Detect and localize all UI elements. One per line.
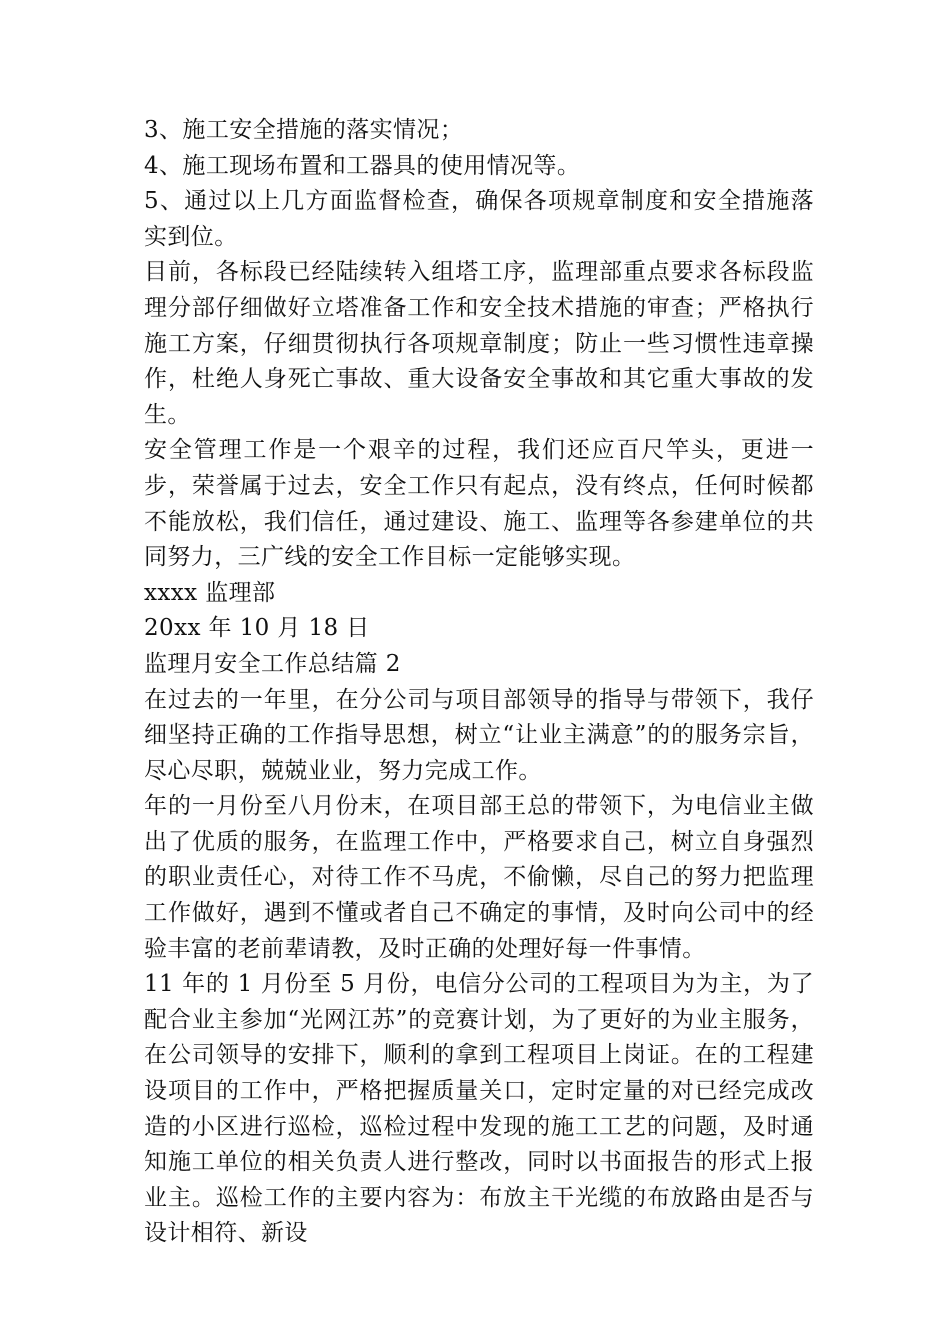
item-3-safety-measures: 3、施工安全措施的落实情况； <box>144 117 464 143</box>
paragraph-jan-aug: 年的一月份至八月份末，在项目部王总的带领下，为电信业主做出了优质的服务，在监理工作中，严格要求自己，树立自身强烈的职业责任心，对待工作不马虎，不偷懒，尽自己的努力把监理工作做好，遇到不懂或者自己不确定的事情，及时向公司中的经验丰富的老前辈请教，及时正确的处理好每一件事情。 <box>144 793 814 962</box>
signature-date: 20xx 年 10 月 18 日 <box>144 615 370 642</box>
signature-department: xxxx 监理部 <box>144 579 276 606</box>
item-4-site-layout: 4、施工现场布置和工器具的使用情况等。 <box>144 152 581 179</box>
paragraph-past-year: 在过去的一年里，在分公司与项目部领导的指导与带领下，我仔细坚持正确的工作指导思想，树立“让业主满意”的的服务宗旨，尽心尽职，兢兢业业，努力完成工作。 <box>144 686 814 784</box>
paragraph-tower-assembly: 目前，各标段已经陆续转入组塔工序，监理部重点要求各标段监理分部仔细做好立塔准备工作和安全技术措施的审查；严格执行施工方案，仔细贯彻执行各项规章制度；防止一些习惯性违章操作，杜绝人身死亡事故、重大设备安全事故和其它重大事故的发生。 <box>144 259 814 428</box>
document-page <box>144 113 814 1252</box>
paragraph-telecom-project: 11 年的 1 月份至 5 月份，电信分公司的工程项目为为主，为了配合业主参加“光网江苏”的竞赛计划，为了更好的为业主服务，在公司领导的安排下，顺利的拿到工程项目上岗证。在的工程建设项目的工作中，严格把握质量关口，定时定量的对已经完成改造的小区进行巡检，巡检过程中发现的施工工艺的问题，及时通知施工单位的相关负责人进行整改，同时以书面报告的形式上报业主。巡检工作的主要内容为：布放主干光缆的布放路由是否与设计相符、新设 <box>144 971 814 1247</box>
item-5-supervision-check: 5、通过以上几方面监督检查，确保各项规章制度和安全措施落实到位。 <box>144 188 814 250</box>
paragraph-safety-management: 安全管理工作是一个艰辛的过程，我们还应百尺竿头，更进一步，荣誉属于过去，安全工作只有起点，没有终点，任何时候都不能放松，我们信任，通过建设、施工、监理等各参建单位的共同努力，三广线的安全工作目标一定能够实现。 <box>144 437 814 571</box>
section-title: 监理月安全工作总结篇 2 <box>144 650 401 677</box>
